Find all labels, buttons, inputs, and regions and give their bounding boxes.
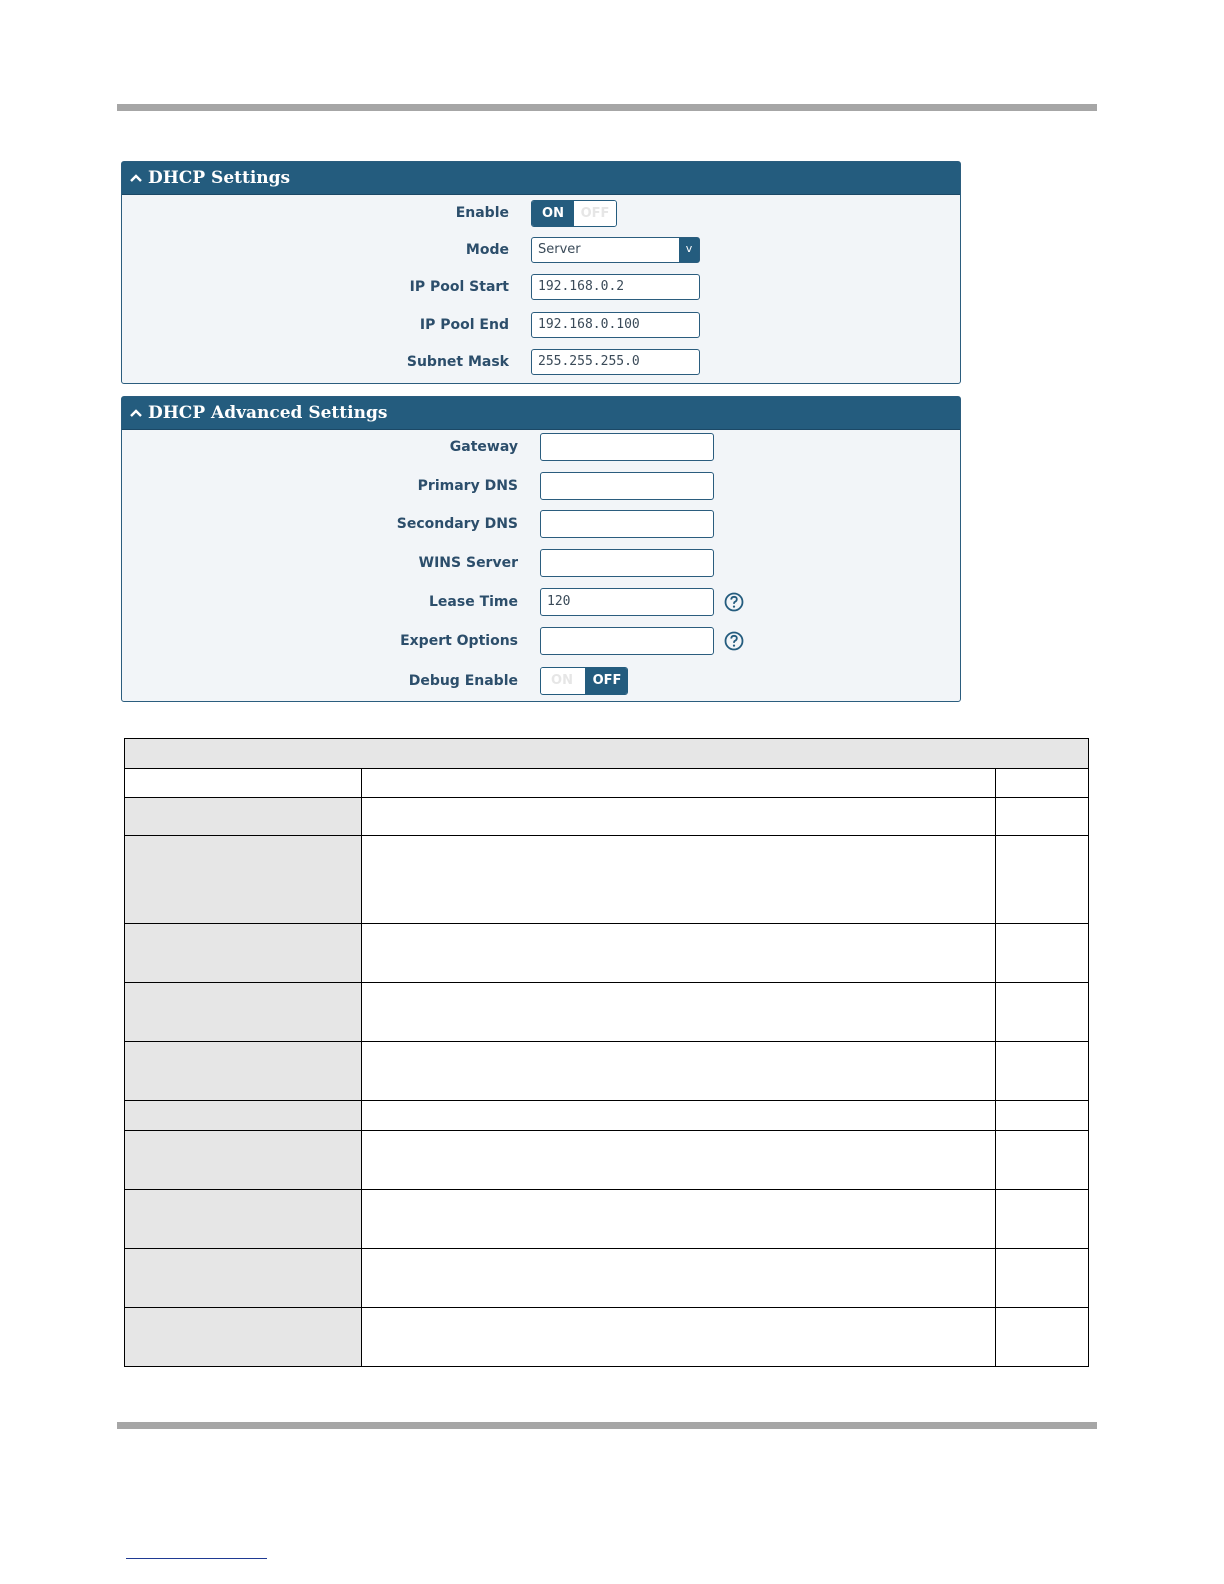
table-cell	[362, 1101, 996, 1131]
table-header-cell	[125, 769, 362, 798]
secondary-dns-row	[122, 510, 960, 538]
table-cell	[996, 983, 1089, 1042]
table-cell	[362, 983, 996, 1042]
enable-row	[122, 199, 960, 227]
debug-enable-row	[122, 666, 960, 694]
enable-toggle-on: ON	[532, 201, 574, 226]
help-icon[interactable]	[724, 631, 744, 651]
chevron-up-icon	[128, 170, 144, 186]
debug-toggle-off: OFF	[585, 668, 628, 694]
wins-server-input[interactable]	[540, 549, 714, 577]
help-icon[interactable]	[724, 592, 744, 612]
table-cell	[996, 1131, 1089, 1190]
mode-select[interactable]	[531, 237, 700, 263]
table-cell	[362, 798, 996, 836]
footer-link-underline[interactable]	[126, 1558, 267, 1559]
table-row	[125, 836, 1089, 924]
table-cell	[125, 1131, 362, 1190]
table-title-cell	[125, 739, 1089, 769]
table-cell	[996, 798, 1089, 836]
table-row	[125, 798, 1089, 836]
table-cell	[125, 924, 362, 983]
table-cell	[996, 1101, 1089, 1131]
table-cell	[362, 1308, 996, 1367]
chevron-down-icon[interactable]: v	[679, 238, 699, 262]
table-row	[125, 1131, 1089, 1190]
table-cell	[125, 836, 362, 924]
table-cell	[125, 983, 362, 1042]
ip-pool-start-row	[122, 273, 960, 301]
subnet-mask-label: Subnet Mask	[406, 354, 509, 370]
table-cell	[125, 1190, 362, 1249]
table-cell	[362, 1131, 996, 1190]
table-cell	[362, 1190, 996, 1249]
table-header-cell	[362, 769, 996, 798]
secondary-dns-label: Secondary DNS	[396, 516, 518, 532]
parameters-table	[124, 738, 1089, 1367]
table-cell	[362, 924, 996, 983]
secondary-dns-input[interactable]	[540, 510, 714, 538]
debug-toggle-on: ON	[541, 668, 583, 693]
expert-options-row	[122, 627, 960, 655]
table-header-row	[125, 769, 1089, 798]
enable-label: Enable	[455, 205, 509, 221]
ip-pool-start-input[interactable]: 192.168.0.2	[531, 274, 700, 300]
primary-dns-label: Primary DNS	[417, 478, 518, 494]
chevron-up-icon	[128, 405, 144, 421]
dhcp-advanced-header[interactable]	[122, 397, 960, 430]
dhcp-settings-header[interactable]	[122, 162, 960, 195]
subnet-mask-input[interactable]: 255.255.255.0	[531, 349, 700, 375]
gateway-label: Gateway	[449, 439, 518, 455]
lease-time-row	[122, 588, 960, 616]
table-header-cell	[996, 769, 1089, 798]
mode-label: Mode	[465, 242, 509, 258]
footer-rule	[117, 1422, 1097, 1429]
wins-server-label: WINS Server	[418, 555, 518, 571]
table-cell	[996, 924, 1089, 983]
table-cell	[996, 1042, 1089, 1101]
table-cell	[362, 836, 996, 924]
table-cell	[125, 1249, 362, 1308]
table-cell	[996, 1249, 1089, 1308]
table-row	[125, 1190, 1089, 1249]
table-title-row	[125, 739, 1089, 769]
table-cell	[362, 1249, 996, 1308]
table-cell	[125, 798, 362, 836]
table-row	[125, 1042, 1089, 1101]
table-cell	[362, 1042, 996, 1101]
mode-row	[122, 236, 960, 264]
gateway-row	[122, 433, 960, 461]
dhcp-settings-panel	[121, 161, 961, 384]
debug-enable-label: Debug Enable	[408, 673, 518, 689]
table-cell	[125, 1042, 362, 1101]
gateway-input[interactable]	[540, 433, 714, 461]
table-cell	[996, 836, 1089, 924]
table-cell	[125, 1308, 362, 1367]
subnet-mask-row	[122, 348, 960, 376]
debug-enable-toggle[interactable]	[540, 667, 628, 695]
table-row	[125, 1249, 1089, 1308]
expert-options-label: Expert Options	[400, 633, 518, 649]
table-cell	[125, 1101, 362, 1131]
table-row	[125, 924, 1089, 983]
header-rule	[117, 104, 1097, 111]
expert-options-input[interactable]	[540, 627, 714, 655]
mode-value: Server	[538, 242, 581, 257]
primary-dns-input[interactable]	[540, 472, 714, 500]
ip-pool-end-label: IP Pool End	[419, 317, 509, 333]
wins-server-row	[122, 549, 960, 577]
table-cell	[996, 1308, 1089, 1367]
dhcp-advanced-panel	[121, 396, 961, 702]
lease-time-label: Lease Time	[429, 594, 518, 610]
primary-dns-row	[122, 472, 960, 500]
table-row	[125, 1101, 1089, 1131]
enable-toggle-off: OFF	[574, 201, 616, 226]
table-row	[125, 1308, 1089, 1367]
dhcp-advanced-title: DHCP Advanced Settings	[148, 403, 388, 423]
table-row	[125, 983, 1089, 1042]
table-cell	[996, 1190, 1089, 1249]
lease-time-input[interactable]: 120	[540, 588, 714, 616]
ip-pool-end-input[interactable]: 192.168.0.100	[531, 312, 700, 338]
ip-pool-start-label: IP Pool Start	[409, 279, 509, 295]
dhcp-settings-title: DHCP Settings	[148, 168, 291, 188]
enable-toggle[interactable]	[531, 200, 617, 227]
ip-pool-end-row	[122, 311, 960, 339]
